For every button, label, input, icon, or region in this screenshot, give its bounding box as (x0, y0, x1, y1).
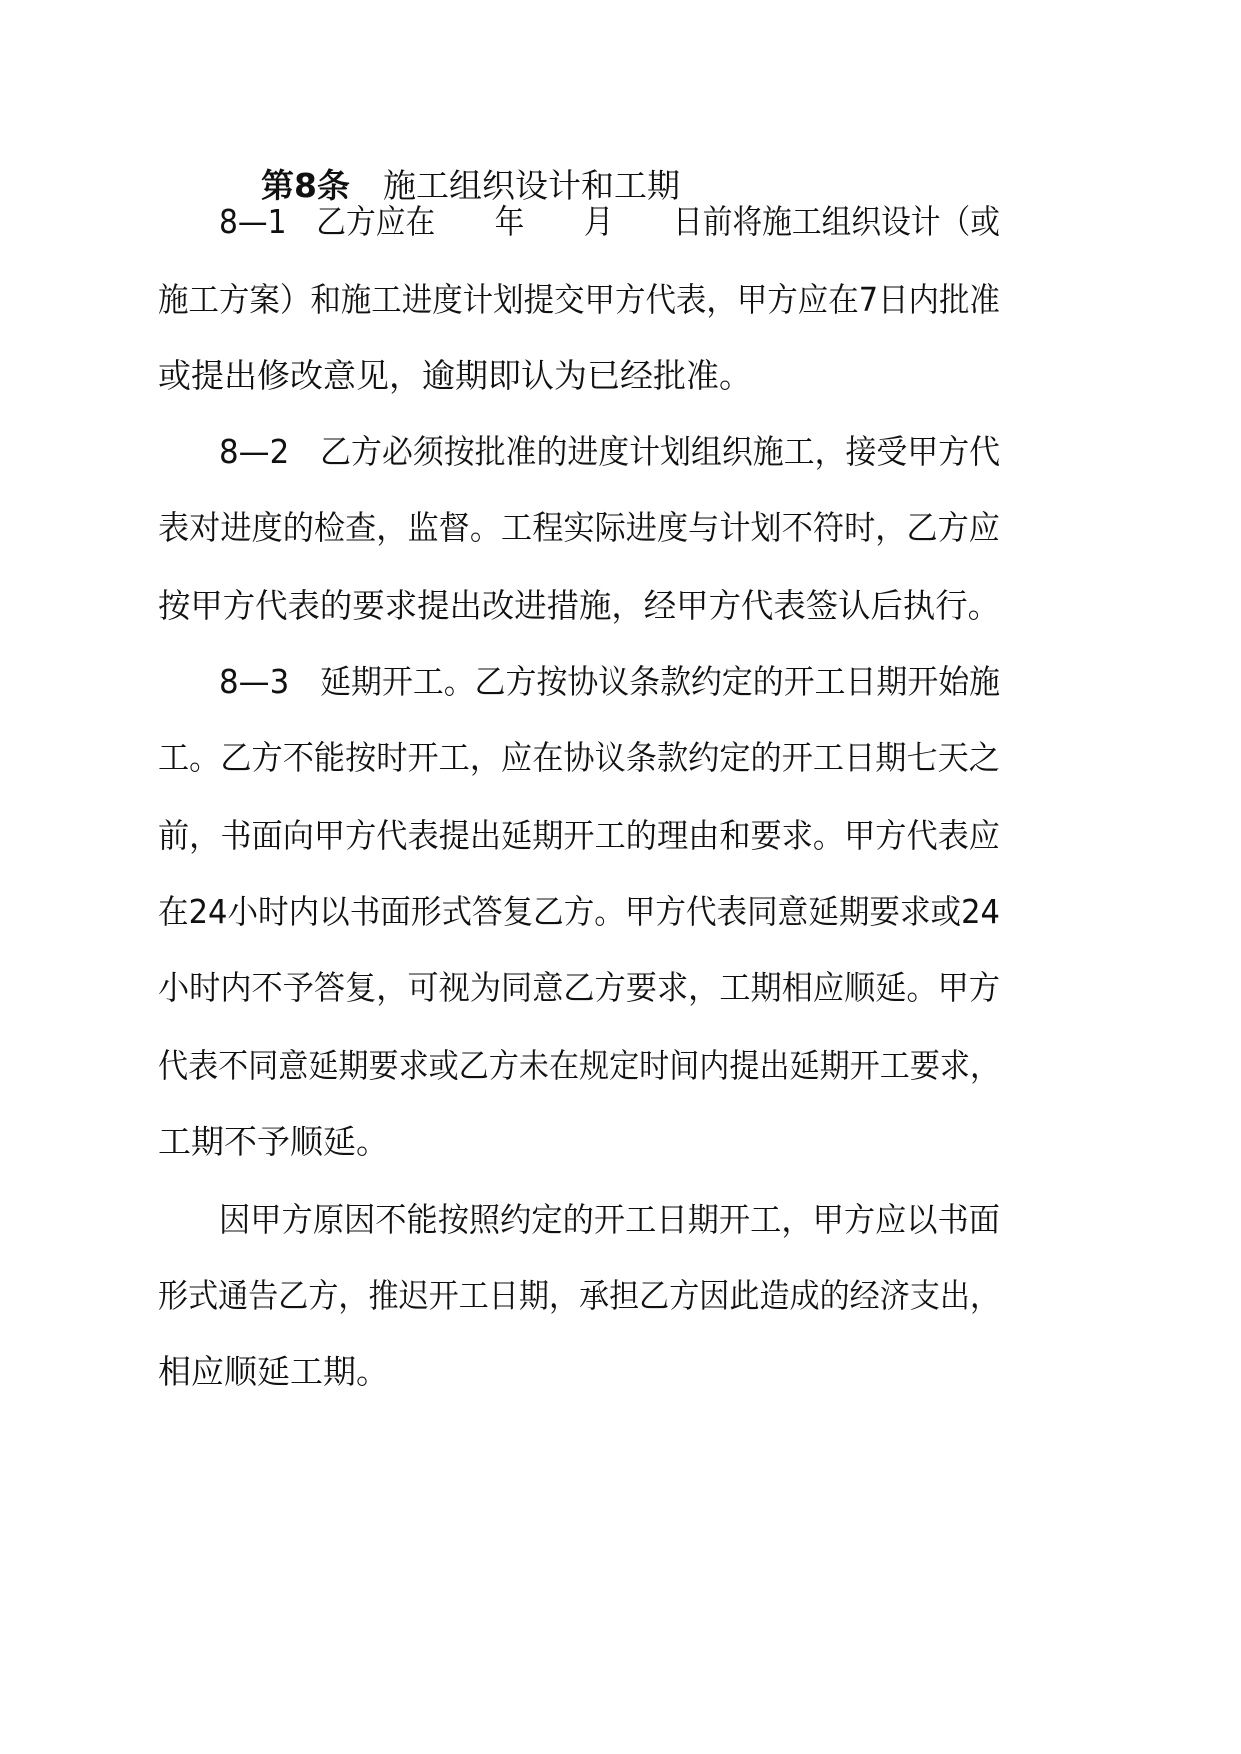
clause-8-1-line-3: 或提出修改意见，逾期即认为已经批准。 (158, 356, 752, 395)
paragraph-delay-line-1: 因甲方原因不能按照约定的开工日期开工，甲方应以书面 (219, 1200, 1001, 1239)
clause-8-1-line-2: 施工方案）和施工进度计划提交甲方代表，甲方应在7日内批准 (158, 280, 1000, 319)
heading-gap (350, 166, 383, 205)
clause-8-3-line-7: 工期不予顺延。 (158, 1122, 389, 1161)
article-number: 第8条 (260, 166, 350, 205)
clause-8-3-line-4: 在24小时内以书面形式答复乙方。甲方代表同意延期要求或24 (158, 892, 1000, 931)
clause-8-2-line-2: 表对进度的检查，监督。工程实际进度与计划不符时，乙方应 (158, 508, 1000, 547)
paragraph-delay-line-3: 相应顺延工期。 (158, 1352, 389, 1391)
clause-8-3-line-3: 前，书面向甲方代表提出延期开工的理由和要求。甲方代表应 (158, 816, 1000, 855)
clause-8-3-line-5: 小时内不予答复，可视为同意乙方要求，工期相应顺延。甲方 (158, 968, 1000, 1007)
clause-8-1-line-1: 8—1 乙方应在 年 月 日前将施工组织设计（或 (219, 202, 1000, 241)
clause-8-3-line-6: 代表不同意延期要求或乙方未在规定时间内提出延期开工要求， (158, 1046, 1001, 1085)
clause-8-2-line-1: 8—2 乙方必须按批准的进度计划组织施工，接受甲方代 (219, 432, 1001, 471)
clause-8-3-line-2: 工。乙方不能按时开工，应在协议条款约定的开工日期七天之 (158, 738, 1000, 777)
clause-8-2-line-3: 按甲方代表的要求提出改进措施，经甲方代表签认后执行。 (158, 586, 1001, 625)
clause-8-3-line-1: 8—3 延期开工。乙方按协议条款约定的开工日期开始施 (219, 662, 1001, 701)
article-title: 施工组织设计和工期 (382, 166, 680, 205)
paragraph-delay-line-2: 形式通告乙方，推迟开工日期，承担乙方因此造成的经济支出， (158, 1276, 1001, 1315)
